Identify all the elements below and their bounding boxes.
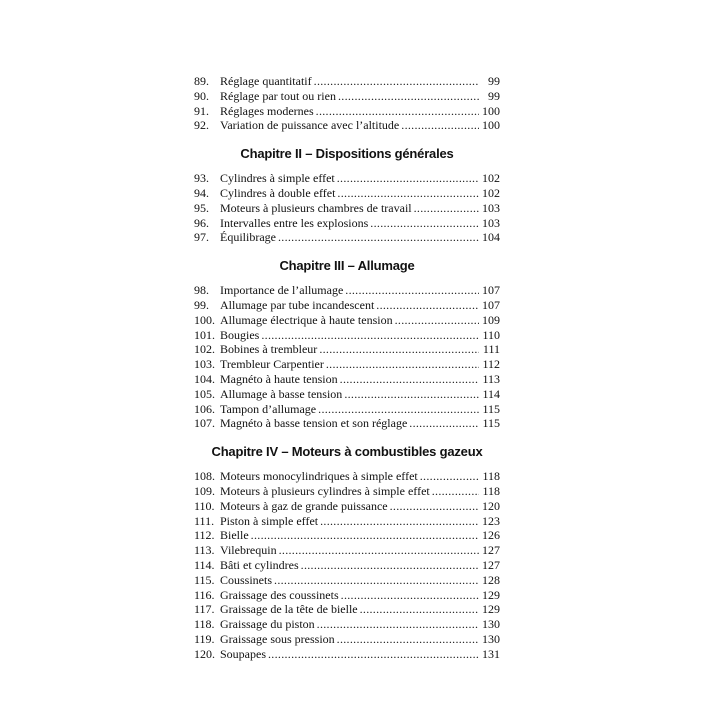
entry-page-number: 123 [482, 513, 500, 528]
toc-entry [194, 104, 500, 119]
dot-leader [319, 342, 479, 357]
dot-leader [337, 632, 479, 647]
toc-entry [194, 602, 500, 617]
entry-title: Tampon d’allumage [220, 401, 317, 416]
dot-leader [370, 216, 479, 231]
entry-number: 112. [194, 528, 215, 543]
entry-title: Moteurs à plusieurs cylindres à simple effet [220, 483, 430, 498]
entry-page-number: 102 [482, 185, 500, 200]
entry-page-number: 118 [482, 469, 500, 484]
dot-leader [414, 201, 479, 216]
entry-title: Allumage à basse tension [220, 386, 343, 401]
dot-leader [344, 387, 479, 402]
entry-number: 109. [194, 483, 215, 498]
entry-page-number: 100 [482, 118, 500, 133]
entry-title: Vilebrequin [220, 543, 277, 558]
entry-number: 116. [194, 587, 215, 602]
toc-entry [194, 528, 500, 543]
toc-entry [194, 499, 500, 514]
chapter-heading: Chapitre IV – Moteurs à combustibles gazeux [211, 444, 483, 460]
entry-page-number: 113 [482, 371, 500, 386]
entry-page-number: 107 [482, 297, 500, 312]
entry-title: Bougies [220, 327, 260, 342]
dot-leader [401, 118, 479, 133]
toc-entry [194, 298, 500, 313]
dot-leader [390, 499, 479, 514]
entry-number: 89. [194, 74, 209, 88]
entry-number: 114. [194, 557, 215, 572]
entry-title: Cylindres à simple effet [220, 171, 335, 186]
entry-page-number: 112 [482, 357, 500, 372]
entry-number: 93. [194, 171, 209, 186]
entry-title: Allumage par tube incandescent [220, 297, 375, 312]
entry-title: Piston à simple effet [220, 513, 319, 528]
dot-leader [279, 543, 479, 558]
toc-entry [194, 573, 500, 588]
dot-leader [337, 186, 479, 201]
entry-page-number: 130 [482, 631, 500, 646]
dot-leader [360, 602, 479, 617]
dot-leader [251, 528, 479, 543]
entry-page-number: 111 [482, 342, 500, 357]
entry-title: Graissage sous pression [220, 631, 335, 646]
toc-entry [194, 588, 500, 603]
entry-page-number: 127 [482, 543, 500, 558]
entry-title: Bâti et cylindres [220, 557, 299, 572]
entry-number: 105. [194, 386, 215, 401]
toc-entry [194, 342, 500, 357]
entry-number: 90. [194, 88, 209, 103]
dot-leader [278, 230, 479, 245]
entry-number: 103. [194, 357, 215, 372]
dot-leader [326, 357, 479, 372]
entry-number: 97. [194, 230, 209, 245]
entry-page-number: 120 [482, 498, 500, 513]
entry-page-number: 103 [482, 200, 500, 215]
entry-number: 107. [194, 416, 215, 431]
toc-entry [194, 543, 500, 558]
toc-entry [194, 230, 500, 245]
toc-entry [194, 402, 500, 417]
entry-title: Allumage électrique à haute tension [220, 312, 393, 327]
toc-entry [194, 469, 500, 484]
entry-title: Bielle [220, 528, 249, 543]
entry-page-number: 129 [482, 602, 500, 617]
entry-page-number: 115 [482, 401, 500, 416]
entry-number: 110. [194, 498, 215, 513]
toc-entry [194, 647, 500, 662]
dot-leader [317, 617, 479, 632]
toc-entry [194, 118, 500, 133]
entry-page-number: 109 [482, 312, 500, 327]
entry-number: 117. [194, 602, 215, 617]
chapter-heading: Chapitre II – Dispositions générales [240, 146, 454, 162]
entry-title: Graissage des coussinets [220, 587, 339, 602]
entry-number: 96. [194, 215, 209, 230]
entry-title: Intervalles entre les explosions [220, 215, 369, 230]
dot-leader [345, 283, 479, 298]
entry-page-number: 103 [482, 215, 500, 230]
toc-entry [194, 201, 500, 216]
entry-title: Importance de l’allumage [220, 283, 344, 298]
entry-title: Soupapes [220, 646, 266, 661]
entry-number: 101. [194, 327, 215, 342]
entry-title: Graissage de la tête de bielle [220, 602, 358, 617]
dot-leader [338, 89, 479, 104]
toc-entry [194, 283, 500, 298]
chapter-heading: Chapitre III – Allumage [279, 258, 415, 274]
entry-number: 92. [194, 118, 209, 133]
toc-entry [194, 216, 500, 231]
entry-number: 115. [194, 572, 215, 587]
entry-title: Magnéto à haute tension [220, 371, 338, 386]
toc-entry [194, 357, 500, 372]
entry-number: 95. [194, 200, 209, 215]
entry-number: 119. [194, 631, 215, 646]
entry-page-number: 107 [482, 283, 500, 298]
entry-number: 99. [194, 297, 209, 312]
entry-number: 106. [194, 401, 215, 416]
entry-number: 91. [194, 103, 209, 118]
entry-page-number: 128 [482, 572, 500, 587]
toc-entry [194, 416, 500, 431]
toc-entry [194, 328, 500, 343]
dot-leader [316, 104, 479, 119]
entry-page-number: 126 [482, 528, 500, 543]
entry-number: 113. [194, 543, 215, 558]
entry-title: Graissage du piston [220, 617, 315, 632]
dot-leader [376, 298, 479, 313]
entry-number: 118. [194, 617, 215, 632]
entry-number: 94. [194, 185, 209, 200]
dot-leader [301, 558, 479, 573]
entry-number: 120. [194, 646, 215, 661]
entry-title: Moteurs à plusieurs chambres de travail [220, 200, 412, 215]
toc-entry [194, 186, 500, 201]
entry-page-number: 99 [488, 74, 500, 88]
entry-page-number: 104 [482, 230, 500, 245]
toc-entry [194, 514, 500, 529]
dot-leader [432, 484, 479, 499]
dot-leader [340, 372, 479, 387]
toc-entry [194, 632, 500, 647]
dot-leader [320, 514, 479, 529]
entry-page-number: 115 [482, 416, 500, 431]
entry-page-number: 99 [488, 88, 500, 103]
entry-page-number: 129 [482, 587, 500, 602]
entry-title: Réglage par tout ou rien [220, 88, 336, 103]
dot-leader [341, 588, 479, 603]
entry-page-number: 130 [482, 617, 500, 632]
entry-number: 104. [194, 371, 215, 386]
entry-page-number: 118 [482, 483, 500, 498]
entry-page-number: 102 [482, 171, 500, 186]
toc-entry [194, 617, 500, 632]
entry-page-number: 114 [482, 386, 500, 401]
dot-leader [318, 402, 479, 417]
toc-entry [194, 484, 500, 499]
toc-entry [194, 313, 500, 328]
entry-title: Magnéto à basse tension et son réglage [220, 416, 408, 431]
toc-entry [194, 89, 500, 104]
entry-title: Équilibrage [220, 230, 276, 245]
entry-title: Réglage quantitatif [220, 74, 312, 88]
entry-title: Variation de puissance avec l’altitude [220, 118, 400, 133]
entry-page-number: 110 [482, 327, 500, 342]
toc-entry [194, 372, 500, 387]
entry-title: Bobines à trembleur [220, 342, 318, 357]
toc-entry [194, 74, 500, 89]
dot-leader [409, 416, 479, 431]
toc-entry [194, 558, 500, 573]
dot-leader [395, 313, 479, 328]
entry-title: Moteurs à gaz de grande puissance [220, 498, 388, 513]
dot-leader [420, 469, 479, 484]
entry-title: Coussinets [220, 572, 273, 587]
entry-number: 100. [194, 312, 215, 327]
dot-leader [314, 74, 479, 89]
dot-leader [268, 647, 479, 662]
dot-leader [337, 171, 479, 186]
toc-entry [194, 171, 500, 186]
entry-title: Réglages modernes [220, 103, 314, 118]
entry-title: Cylindres à double effet [220, 185, 336, 200]
entry-number: 111. [194, 513, 215, 528]
entry-title: Trembleur Carpentier [220, 357, 324, 372]
entry-page-number: 131 [482, 646, 500, 661]
entry-page-number: 100 [482, 103, 500, 118]
dot-leader [274, 573, 479, 588]
entry-number: 98. [194, 283, 209, 298]
toc-entry [194, 387, 500, 402]
entry-title: Moteurs monocylindriques à simple effet [220, 469, 418, 484]
entry-number: 102. [194, 342, 215, 357]
table-of-contents [194, 74, 500, 662]
entry-page-number: 127 [482, 557, 500, 572]
entry-number: 108. [194, 469, 215, 484]
dot-leader [261, 328, 479, 343]
